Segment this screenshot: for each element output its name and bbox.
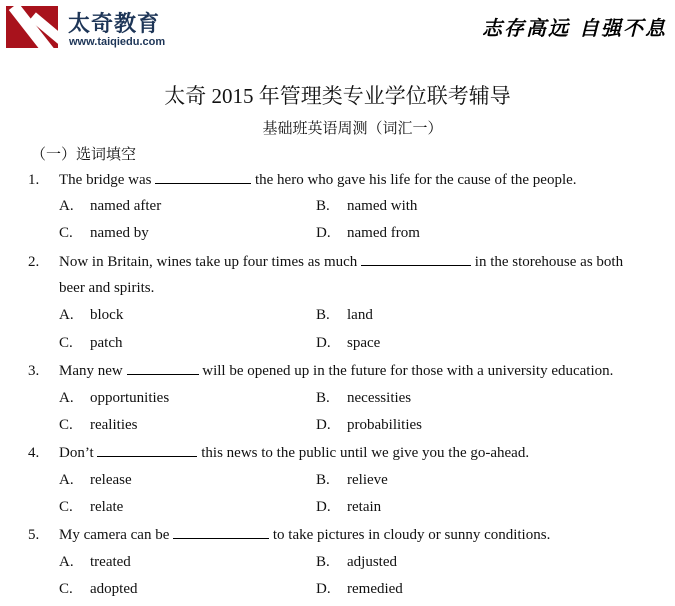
question-text: this news to the public until we give you the go-ahead. <box>201 445 530 461</box>
answer-blank <box>155 172 251 184</box>
answer-blank <box>127 363 199 375</box>
option-d: D. space <box>316 335 381 351</box>
brand-name: 太奇教育 <box>68 12 161 37</box>
question-text: The bridge was <box>59 172 152 188</box>
question-continuation: beer and spirits. <box>59 280 155 296</box>
option-a: A. named after <box>59 198 162 214</box>
option-c: C. patch <box>59 335 123 351</box>
question-4 <box>28 444 529 462</box>
question-5 <box>28 526 550 544</box>
question-text: My camera can be <box>59 527 170 543</box>
question-number: 5. <box>28 527 40 543</box>
question-2 <box>28 253 623 271</box>
question-number: 3. <box>28 363 40 379</box>
question-text: to take pictures in cloudy or sunny conditions. <box>272 527 551 543</box>
question-text: Many new <box>59 363 123 379</box>
option-b: B. adjusted <box>316 554 397 570</box>
question-text: the hero who gave his life for the cause of the people. <box>254 172 577 188</box>
question-number: 1. <box>28 172 40 188</box>
option-d: D. probabilities <box>316 417 422 433</box>
taiqi-logo-icon <box>6 6 58 48</box>
brand-url: www.taiqiedu.com <box>69 36 166 48</box>
option-c: C. adopted <box>59 581 138 597</box>
question-text: will be opened up in the future for those with a university education. <box>202 363 614 379</box>
question-3 <box>28 362 613 380</box>
question-text: Don’t <box>59 445 94 461</box>
option-a: A. opportunities <box>59 390 170 406</box>
option-a: A. block <box>59 307 124 323</box>
option-d: D. remedied <box>316 581 403 597</box>
page-subtitle: 基础班英语周测（词汇一） <box>262 121 443 137</box>
answer-blank <box>361 254 471 266</box>
question-number: 2. <box>28 254 40 270</box>
motto: 志存高远 自强不息 <box>482 16 667 40</box>
option-b: B. relieve <box>316 472 388 488</box>
question-text: in the storehouse as both <box>474 254 624 270</box>
question-1 <box>28 171 577 189</box>
option-a: A. release <box>59 472 132 488</box>
question-number: 4. <box>28 445 40 461</box>
page-title: 太奇 2015 年管理类专业学位联考辅导 <box>164 84 511 108</box>
option-c: C. realities <box>59 417 138 433</box>
option-b: B. necessities <box>316 390 412 406</box>
option-d: D. named from <box>316 225 420 241</box>
option-a: A. treated <box>59 554 131 570</box>
option-d: D. retain <box>316 499 382 515</box>
question-text: Now in Britain, wines take up four times as much <box>59 254 358 270</box>
option-c: C. relate <box>59 499 124 515</box>
option-c: C. named by <box>59 225 149 241</box>
answer-blank <box>97 445 197 457</box>
answer-blank <box>173 527 269 539</box>
option-b: B. land <box>316 307 373 323</box>
section-heading: （一）选词填空 <box>31 147 137 163</box>
option-b: B. named with <box>316 198 418 214</box>
